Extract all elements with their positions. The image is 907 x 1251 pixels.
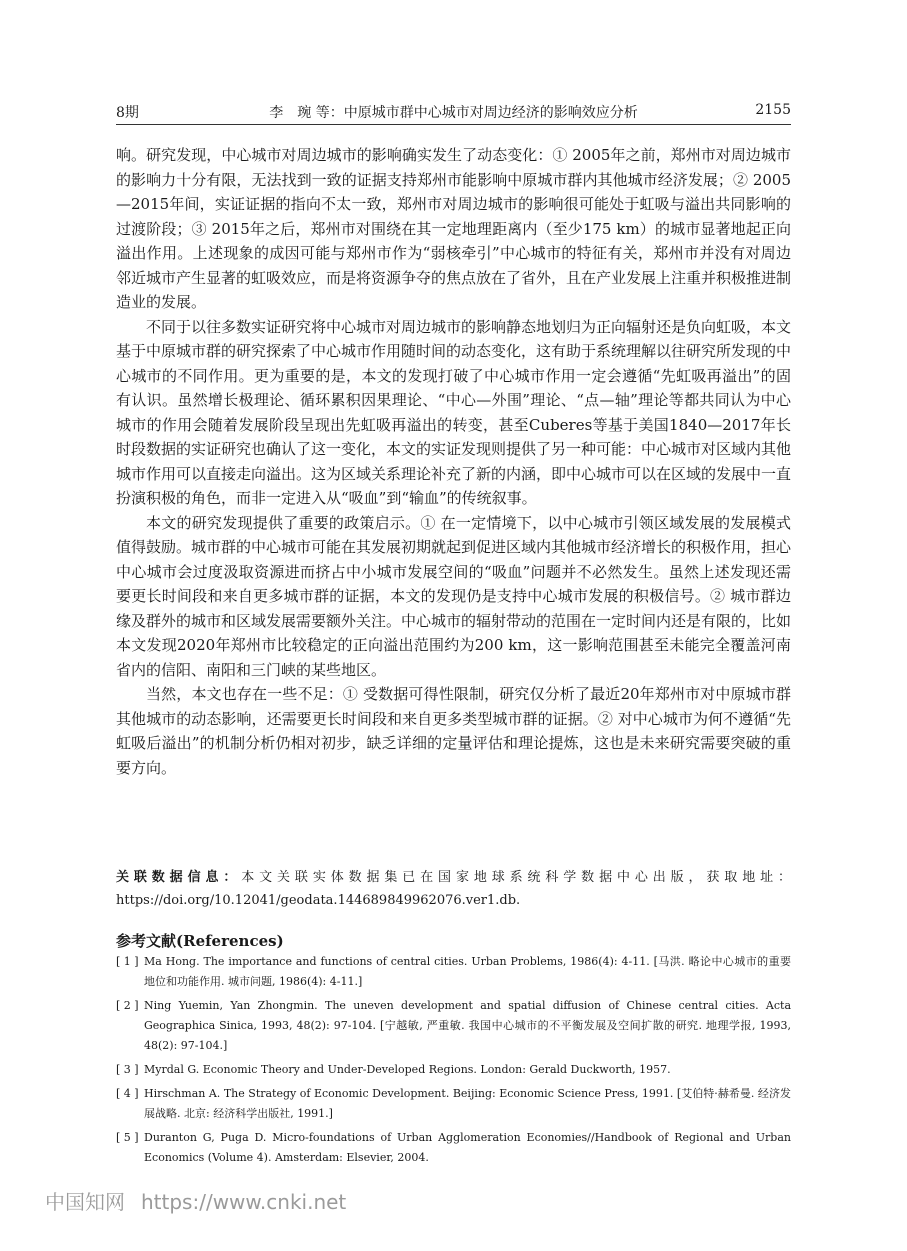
reference-text: Ma Hong. The importance and functions of central cities. Urban Problems, 1986(4): 4-11. [马洪. 略论中心城市的重要地位和功能作用. 城市问题, 1986(4): 4-11.] <box>144 955 791 988</box>
reference-number: [ 5 ] <box>116 1131 139 1144</box>
cnki-watermark <box>45 1186 346 1214</box>
references-heading: 参考文献(References) <box>116 932 284 950</box>
references-list <box>116 952 791 1172</box>
reference-number: [ 1 ] <box>116 955 139 968</box>
paragraph: 当然，本文也存在一些不足：① 受数据可得性限制，研究仅分析了最近20年郑州市对中原城市群其他城市的动态影响，还需要更长时间段和来自更多类型城市群的证据。② 对中心城市为何不遵循“先虹吸后溢出”的机制分析仍相对初步，缺乏详细的定量评估和理论提炼，这也是未来研究需要突破的重要方向。 <box>116 685 791 777</box>
body-text <box>116 143 791 780</box>
reference-number: [ 2 ] <box>116 999 139 1012</box>
reference-item <box>116 1084 791 1124</box>
paragraph: 不同于以往多数实证研究将中心城市对周边城市的影响静态地划归为正向辐射还是负向虹吸，本文基于中原城市群的研究探索了中心城市作用随时间的动态变化，这有助于系统理解以往研究所发现的中心城市的不同作用。更为重要的是，本文的发现打破了中心城市作用一定会遵循“先虹吸再溢出”的固有认识。虽然增长极理论、循环累积因果理论、“中心—外围”理论、“点—轴”理论等都共同认为中心城市的作用会随着发展阶段呈现出先虹吸再溢出的转变，甚至Cuberes等基于美国1840—2017年长时段数据的实证研究也确认了这一变化，本文的实证发现则提供了另一种可能：中心城市对区域内其他城市作用可以直接走向溢出。这为区域关系理论补充了新的内涵，即中心城市可以在区域的发展中一直扮演积极的角色，而非一定进入从“吸血”到“输血”的传统叙事。 <box>116 317 792 507</box>
paragraph: 本文的研究发现提供了重要的政策启示。① 在一定情境下，以中心城市引领区域发展的发展模式值得鼓励。城市群的中心城市可能在其发展初期就起到促进区域内其他城市经济增长的积极作用，担心中心城市会过度汲取资源进而挤占中小城市发展空间的“吸血”问题并不必然发生。虽然上述发现还需要更长时间段和来自更多城市群的证据，本文的发现仍是支持中心城市发展的积极信号。② 城市群边缘及群外的城市和区域发展需要额外关注。中心城市的辐射带动的范围在一定时间内还是有限的，比如本文发现2020年郑州市比较稳定的正向溢出范围约为200 km，这一影响范围甚至未能完全覆盖河南省内的信阳、南阳和三门峡的某些地区。 <box>116 513 792 679</box>
running-header <box>116 100 791 125</box>
related-data-info <box>116 866 791 912</box>
reference-item <box>116 996 791 1056</box>
reference-text: Duranton G, Puga D. Micro-foundations of Urban Agglomeration Economies//Handbook of Regional and Urban Economics (Volume 4). Amsterdam: Elsevier, 2004. <box>144 1131 791 1164</box>
related-data-label: 关联数据信息： <box>116 870 242 885</box>
reference-text: Myrdal G. Economic Theory and Under-Developed Regions. London: Gerald Duckworth, 1957. <box>144 1063 671 1076</box>
paragraph: 响。研究发现，中心城市对周边城市的影响确实发生了动态变化：① 2005年之前，郑州市对周边城市的影响力十分有限，无法找到一致的证据支持郑州市能影响中原城市群内其他城市经济发展；② 2005—2015年间，实证证据的指向不太一致，郑州市对周边城市的影响很可能处于虹吸与溢出共同影响的过渡阶段；③ 2015年之后，郑州市对围绕在其一定地理距离内（至少175 km）的城市显著地起正向溢出作用。上述现象的成因可能与郑州市作为“弱核牵引”中心城市的特征有关，郑州市并没有对周边邻近城市产生显著的虹吸效应，而是将资源争夺的焦点放在了省外，且在产业发展上注重并积极推进制造业的发展。 <box>116 146 792 311</box>
related-data-text[interactable]: 本文关联实体数据集已在国家地球系统科学数据中心出版，获取地址：https://doi.org/10.12041/geodata.144689849962076.ver1.db. <box>116 870 791 908</box>
reference-text: Hirschman A. The Strategy of Economic Development. Beijing: Economic Science Press, 1991. [艾伯特·赫希曼. 经济发展战略. 北京: 经济科学出版社, 1991.] <box>144 1087 791 1120</box>
running-title: 李 琬 等：中原城市群中心城市对周边经济的影响效应分析 <box>269 105 638 121</box>
reference-text: Ning Yuemin, Yan Zhongmin. The uneven development and spatial diffusion of Chinese central cities. Acta Geographica Sinica, 1993, 48(2): 97-104. [宁越敏, 严重敏. 我国中心城市的不平衡发展及空间扩散的研究. 地理学报, 1993, 48(2): 97-104.] <box>144 999 791 1052</box>
reference-number: [ 3 ] <box>116 1063 139 1076</box>
page-number: 2155 <box>755 102 791 118</box>
issue-number: 8期 <box>116 105 139 121</box>
cnki-logo: 中国知网 <box>45 1190 125 1214</box>
reference-item <box>116 1060 791 1080</box>
reference-item <box>116 952 791 992</box>
cnki-url: https://www.cnki.net <box>141 1190 347 1214</box>
reference-item <box>116 1128 791 1168</box>
reference-number: [ 4 ] <box>116 1087 139 1100</box>
